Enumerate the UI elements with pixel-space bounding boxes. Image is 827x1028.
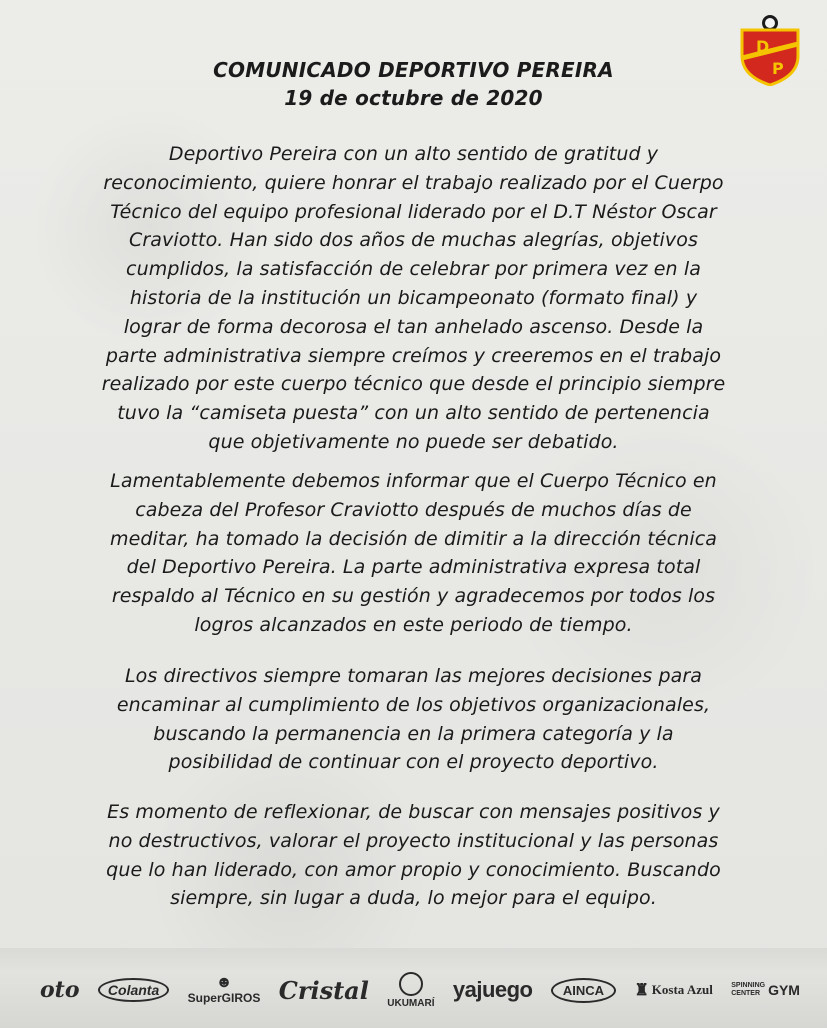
paragraph-line: cumplidos, la satisfacción de celebrar por primera vez en la (126, 258, 701, 281)
sponsor-cristal-logo: Cristal (278, 975, 369, 1005)
spinning-label: SPINNING (731, 982, 766, 989)
sponsor-ainca-logo: AINCA (551, 978, 616, 1003)
communique-title: COMUNICADO DEPORTIVO PEREIRA (213, 58, 614, 82)
paragraph-line: realizado por este cuerpo técnico que desde el principio siempre (101, 373, 726, 396)
spinning-center-label (731, 982, 765, 998)
paragraph-line: parte administrativa siempre creímos y creeremos en el trabajo (105, 344, 722, 367)
paragraph-line: que objetivamente no puede ser debatido. (208, 430, 619, 453)
paragraph-line: historia de la institución un bicampeonato (formato final) y (129, 286, 698, 309)
paragraph-line: siempre, sin lugar a duda, lo mejor para el equipo. (170, 887, 657, 910)
sponsor-oto-logo: oto (40, 977, 80, 1003)
paragraph-line: tuvo la “camiseta puesta” con un alto sentido de pertenencia (117, 402, 710, 425)
ukumari-icon (399, 972, 423, 996)
supergiros-icon: ☻ (215, 974, 233, 991)
sponsors-strip (0, 948, 827, 1028)
paragraph-line: logros alcanzados en este periodo de tiempo. (194, 613, 633, 636)
crest-ball-highlight (765, 18, 775, 28)
supergiros-label: SuperGIROS (187, 991, 261, 1005)
paragraph-line: que lo han liderado, con amor propio y conocimiento. Buscando (106, 858, 721, 881)
paragraph-3 (40, 662, 787, 777)
paragraph-line: lograr de forma decorosa el tan anhelado ascenso. Desde la (123, 315, 704, 338)
paragraph-line: Lamentablemente debemos informar que el Cuerpo Técnico en (110, 470, 717, 492)
sponsor-yajuego-logo: yajuego (452, 977, 533, 1002)
sponsor-ukumari-logo (387, 972, 434, 1009)
paragraph-line: posibilidad de continuar con el proyecto deportivo. (168, 751, 659, 774)
tower-icon: ♜ (634, 982, 649, 999)
center-label: CENTER (731, 990, 761, 997)
paragraph-line: Deportivo Pereira con un alto sentido de gratitud y (168, 143, 659, 165)
paragraph-line: Técnico del equipo profesional liderado por el D.T Néstor Oscar (110, 200, 717, 223)
paragraph-line: buscando la permanencia en la primera categoría y la (153, 722, 674, 745)
paragraph-line: cabeza del Profesor Craviotto después de muchos días de (135, 498, 692, 521)
paragraph-2 (40, 467, 787, 640)
paragraph-line: respaldo al Técnico en su gestión y agradecemos por todos los (111, 585, 716, 608)
crest-letter-p: P (772, 59, 784, 78)
paragraph-line: Craviotto. Han sido dos años de muchas alegrías, objetivos (129, 229, 698, 252)
sponsor-kosta-azul-logo (634, 980, 712, 1000)
paragraph-4 (40, 798, 787, 913)
paragraph-line: encaminar al cumplimiento de los objetivos organizacionales, (116, 693, 711, 716)
kosta-azul-label: Kosta Azul (651, 982, 713, 997)
sponsor-spinning-center-gym-logo (731, 982, 800, 998)
paragraph-line: del Deportivo Pereira. La parte administrativa expresa total (126, 556, 701, 579)
paragraph-line: meditar, ha tomado la decisión de dimitir a la dirección técnica (109, 527, 718, 550)
paragraph-line: Es momento de reflexionar, de buscar con mensajes positivos y (107, 801, 720, 823)
paragraph-line: no destructivos, valorar el proyecto institucional y las personas (108, 829, 719, 852)
paragraph-line: reconocimiento, quiere honrar el trabajo realizado por el Cuerpo (103, 171, 724, 194)
sponsor-colanta-logo: Colanta (98, 978, 169, 1002)
gym-label: GYM (768, 982, 800, 998)
paragraph-line: Los directivos siempre tomaran las mejores decisiones para (124, 665, 702, 687)
communique-header (0, 56, 827, 112)
sponsors-row (40, 970, 800, 1010)
sponsor-supergiros-logo (188, 975, 261, 1005)
communique-date: 19 de octubre de 2020 (284, 86, 543, 110)
crest-letter-d: D (756, 37, 770, 56)
paragraph-1 (40, 140, 787, 457)
ukumari-label: UKUMARÍ (387, 997, 435, 1009)
